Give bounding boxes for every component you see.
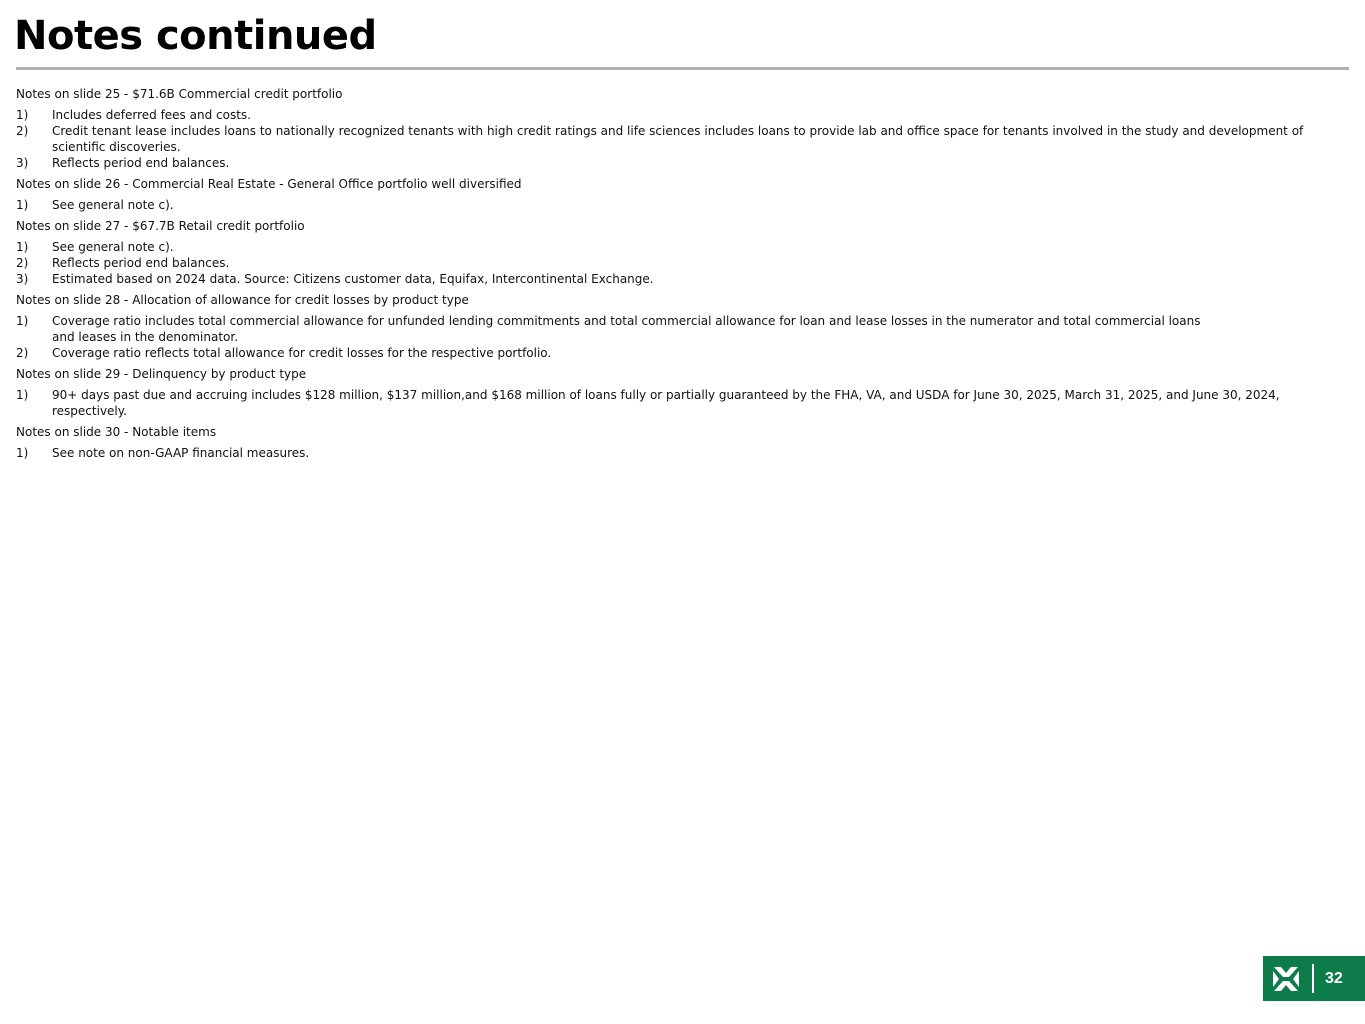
notes-section-slide-28 (16, 292, 1356, 361)
note-item (16, 107, 1356, 123)
note-number: 3) (16, 272, 29, 286)
section-heading: Notes on slide 29 - Delinquency by product type (16, 367, 307, 381)
notes-list (16, 197, 1356, 213)
note-text: Reflects period end balances. (52, 156, 230, 170)
title-divider (16, 67, 1349, 70)
note-number: 3) (16, 156, 29, 170)
note-number: 2) (16, 256, 29, 270)
note-item (16, 445, 1356, 461)
note-number: 1) (16, 446, 29, 460)
citizens-logo-icon (1272, 965, 1300, 993)
notes-section-slide-29 (16, 366, 1356, 419)
note-number: 1) (16, 388, 29, 402)
notes-section-slide-30 (16, 424, 1356, 461)
notes-list (16, 387, 1356, 419)
section-heading: Notes on slide 25 - $71.6B Commercial credit portfolio (16, 87, 343, 101)
notes-list (16, 239, 1356, 287)
note-item (16, 155, 1356, 171)
note-text: Estimated based on 2024 data. Source: Citizens customer data, Equifax, Intercontinental Exchange. (52, 272, 654, 286)
note-text: Includes deferred fees and costs. (52, 108, 251, 122)
note-number: 1) (16, 198, 29, 212)
note-item (16, 123, 1356, 155)
note-item (16, 239, 1356, 255)
notes-list (16, 445, 1356, 461)
notes-section-slide-26 (16, 176, 1356, 213)
page-number-badge (1263, 956, 1365, 1001)
page-number: 32 (1325, 970, 1343, 987)
notes-content (16, 86, 1356, 466)
note-number: 1) (16, 108, 29, 122)
note-item (16, 271, 1356, 287)
note-number: 2) (16, 124, 29, 138)
note-text: See note on non-GAAP financial measures. (52, 446, 310, 460)
note-number: 1) (16, 314, 29, 328)
note-text: Credit tenant lease includes loans to nationally recognized tenants with high credit ratings and life sciences includes loans to provide lab and office space for tenants involved in the study and development of scientific discoveries. (52, 124, 1304, 154)
badge-divider (1312, 964, 1314, 993)
note-text: 90+ days past due and accruing includes $128 million, $137 million,and $168 million of loans fully or partially guaranteed by the FHA, VA, and USDA for June 30, 2025, March 31, 2025, and June 30, 2024, respectively. (52, 388, 1280, 418)
notes-section-slide-25 (16, 86, 1356, 171)
page-title: Notes continued (14, 13, 377, 59)
note-item (16, 313, 1356, 345)
note-item (16, 387, 1356, 419)
note-number: 1) (16, 240, 29, 254)
note-item (16, 345, 1356, 361)
section-heading: Notes on slide 26 - Commercial Real Estate - General Office portfolio well diversified (16, 177, 522, 191)
note-item (16, 197, 1356, 213)
note-text: Reflects period end balances. (52, 256, 230, 270)
note-text: See general note c). (52, 240, 174, 254)
notes-list (16, 313, 1356, 361)
section-heading: Notes on slide 28 - Allocation of allowance for credit losses by product type (16, 293, 469, 307)
note-number: 2) (16, 346, 29, 360)
notes-section-slide-27 (16, 218, 1356, 287)
section-heading: Notes on slide 30 - Notable items (16, 425, 217, 439)
note-text: Coverage ratio includes total commercial allowance for unfunded lending commitments and total commercial allowance for loan and lease losses in the numerator and total commercial loans and leases in the denominator. (52, 314, 1201, 344)
note-item (16, 255, 1356, 271)
section-heading: Notes on slide 27 - $67.7B Retail credit portfolio (16, 219, 305, 233)
notes-list (16, 107, 1356, 171)
note-text: Coverage ratio reflects total allowance for credit losses for the respective portfolio. (52, 346, 552, 360)
note-text: See general note c). (52, 198, 174, 212)
